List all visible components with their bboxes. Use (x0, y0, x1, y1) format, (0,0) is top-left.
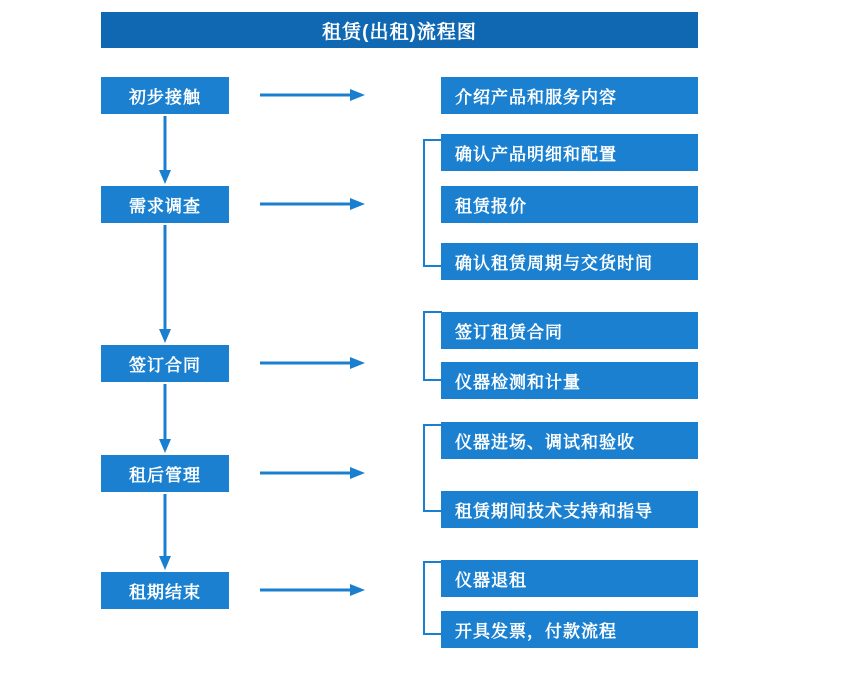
detail-box-9[interactable]: 仪器退租 (441, 560, 698, 597)
detail-box-8[interactable]: 租赁期间技术支持和指导 (441, 491, 698, 528)
diagram-title: 租赁(出租)流程图 (101, 12, 698, 48)
detail-box-10[interactable]: 开具发票，付款流程 (441, 611, 698, 648)
detail-box-7[interactable]: 仪器进场、调试和验收 (441, 422, 698, 459)
detail-box-1[interactable]: 介绍产品和服务内容 (441, 77, 698, 114)
arrow-stage-4 (260, 466, 365, 480)
stage-box-2[interactable]: 需求调查 (101, 186, 229, 223)
detail-box-6[interactable]: 仪器检测和计量 (441, 362, 698, 399)
connector-stage-4-5 (158, 494, 172, 570)
bracket-group-3 (416, 310, 442, 382)
detail-box-3[interactable]: 租赁报价 (441, 186, 698, 223)
stage-box-3[interactable]: 签订合同 (101, 345, 229, 382)
connector-stage-3-4 (158, 384, 172, 453)
stage-box-1[interactable]: 初步接触 (101, 77, 229, 114)
detail-box-5[interactable]: 签订租赁合同 (441, 312, 698, 349)
stage-box-5[interactable]: 租期结束 (101, 572, 229, 609)
stage-box-4[interactable]: 租后管理 (101, 455, 229, 492)
arrow-stage-2 (260, 197, 365, 211)
arrow-stage-5 (260, 583, 365, 597)
arrow-stage-1 (260, 88, 365, 102)
connector-stage-2-3 (158, 225, 172, 343)
detail-box-4[interactable]: 确认租赁周期与交货时间 (441, 243, 698, 280)
arrow-stage-3 (260, 356, 365, 370)
bracket-group-4 (416, 423, 442, 513)
bracket-group-2 (416, 138, 442, 268)
bracket-group-5 (416, 560, 442, 636)
detail-box-2[interactable]: 确认产品明细和配置 (441, 134, 698, 171)
connector-stage-1-2 (158, 116, 172, 184)
